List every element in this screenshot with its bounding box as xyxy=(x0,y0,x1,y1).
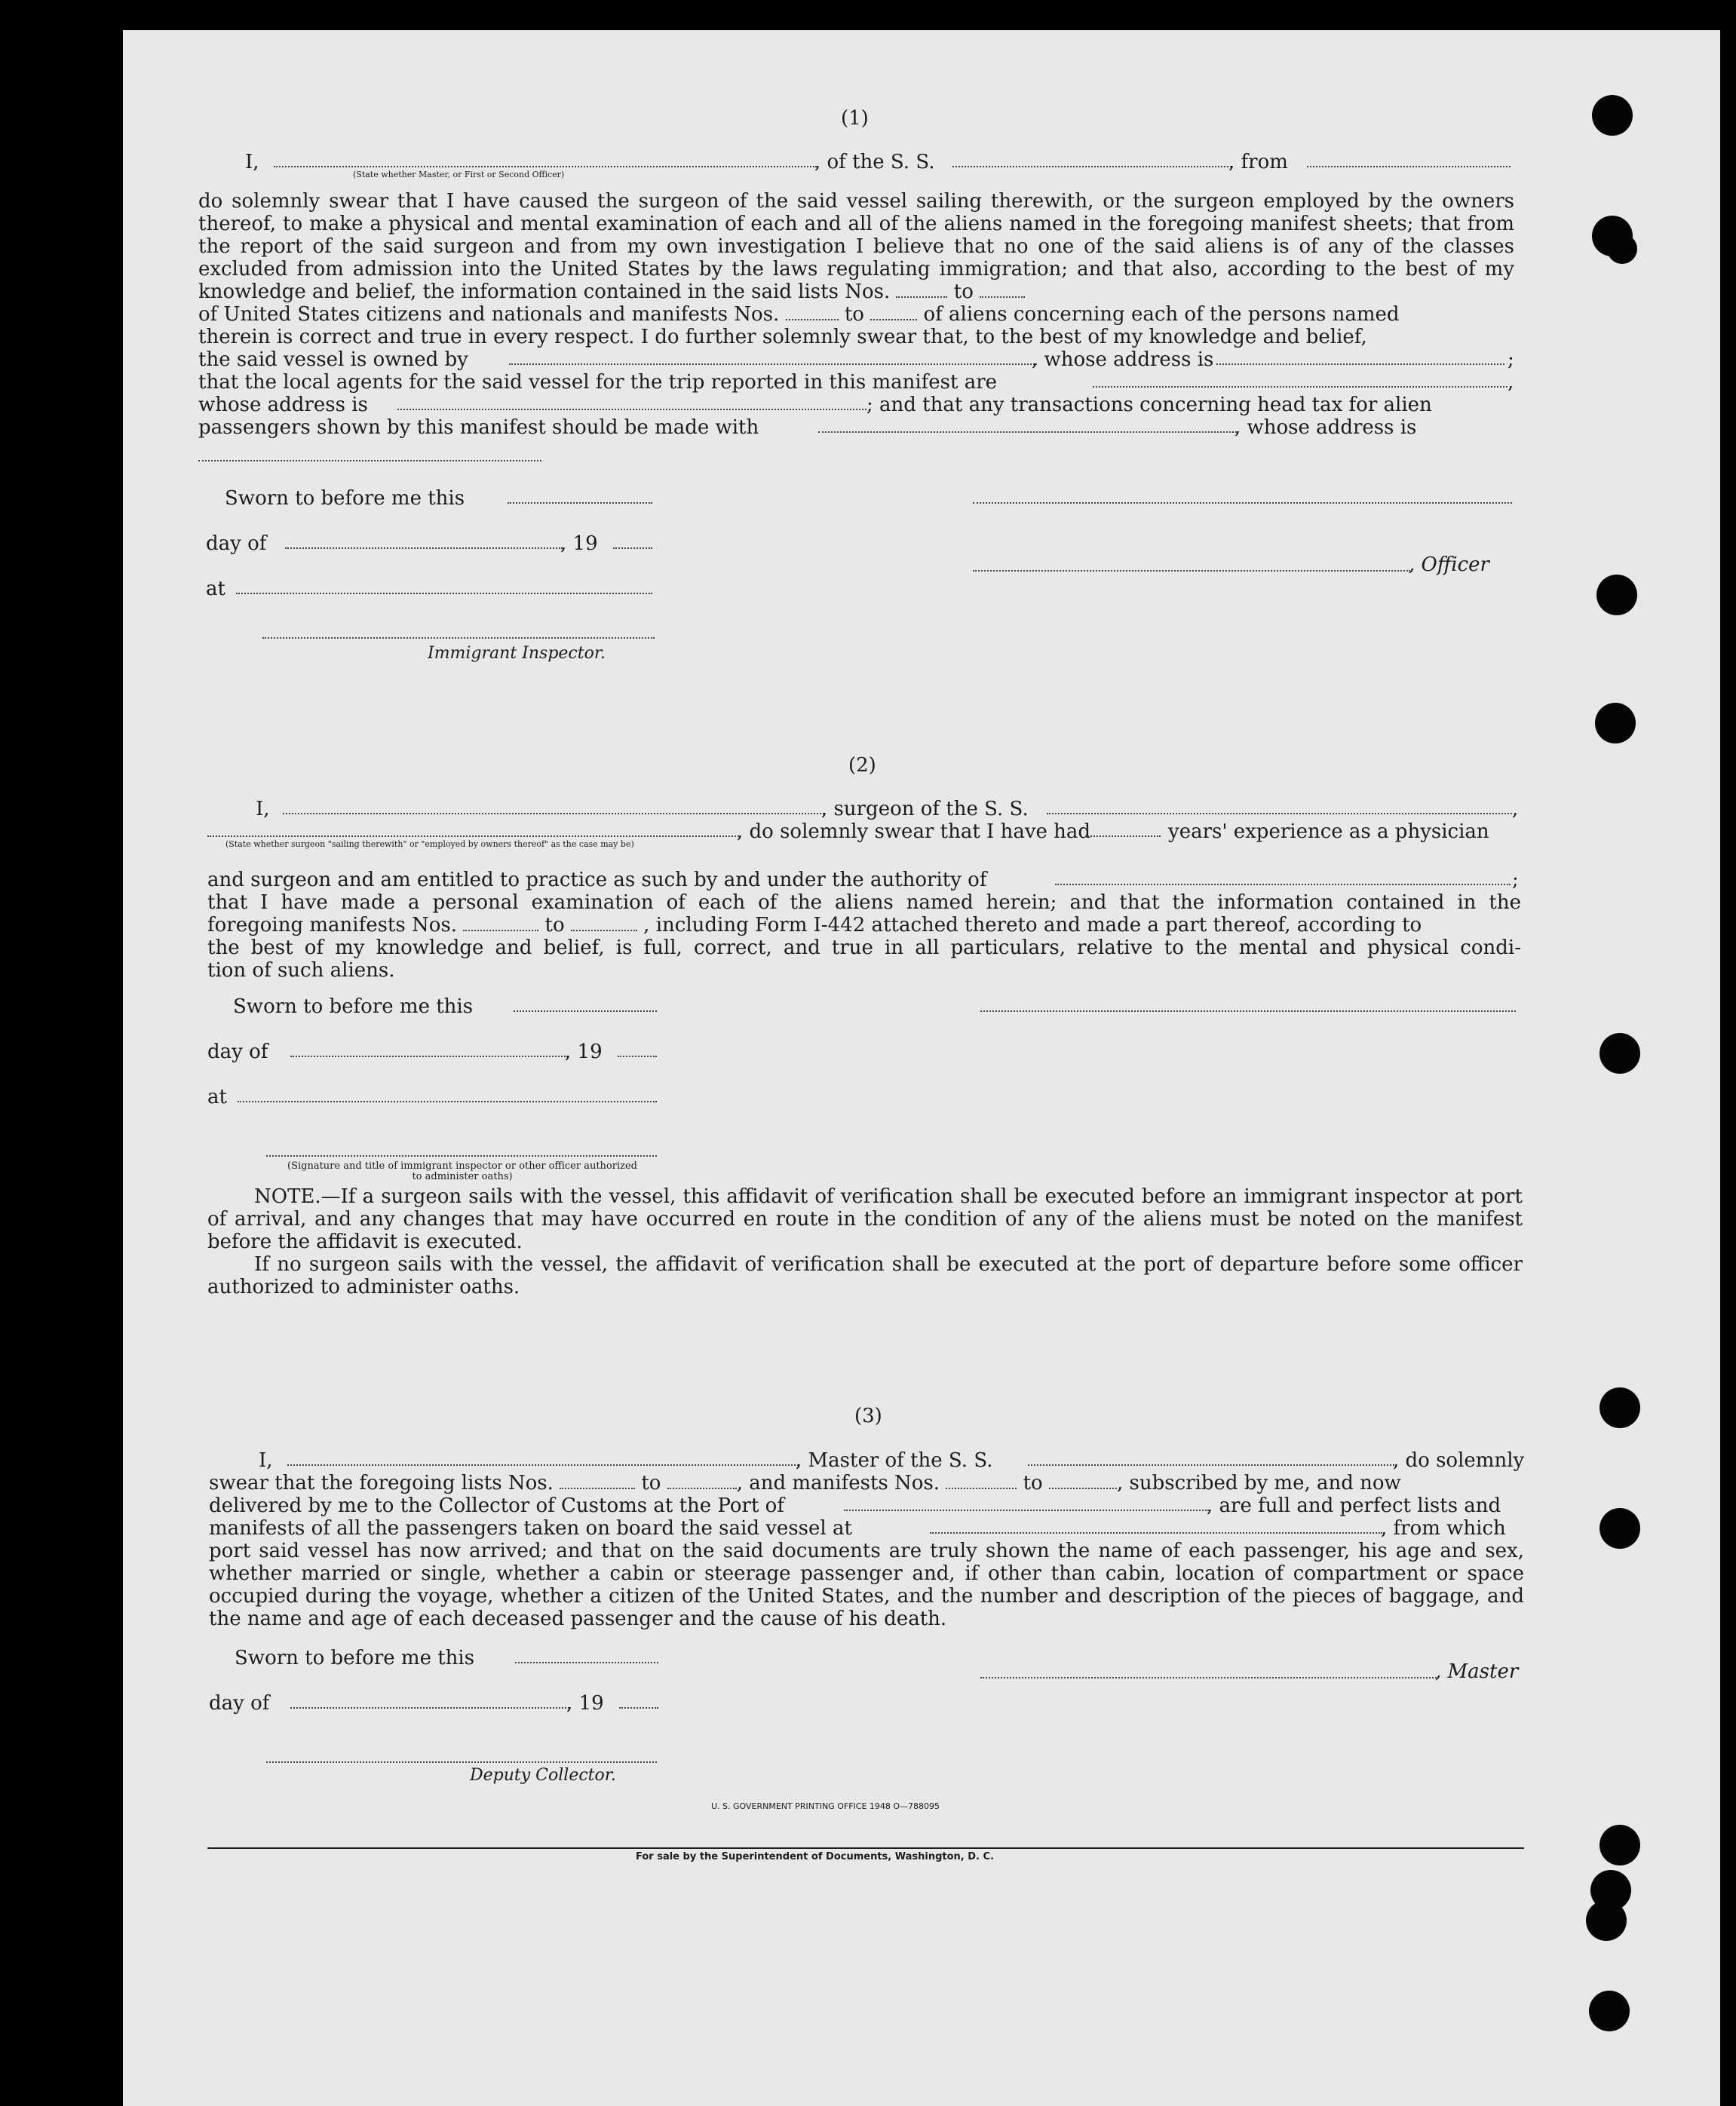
s1-agent-address-field[interactable] xyxy=(397,409,866,410)
s2-comma: , xyxy=(1512,798,1519,820)
s3-boarded-label: manifests of all the passengers taken on board the said vessel at xyxy=(209,1517,852,1540)
s1-year-field[interactable] xyxy=(613,547,652,549)
s2-authority-label: and surgeon and am entitled to practice as such by and under the authority of xyxy=(207,869,987,891)
s2-status-note: (State whether surgeon "sailing therewith" or "employed by owners thereof" as the case may be) xyxy=(225,839,634,849)
s1-officer-label: , Officer xyxy=(1409,553,1489,576)
s2-line-manifests xyxy=(207,914,1422,937)
s1-owner-address-label: , whose address is xyxy=(1032,348,1214,371)
s1-head-tax-text: ; and that any transactions concerning head tax for alien xyxy=(866,394,1432,416)
s1-line1-from: , from xyxy=(1228,151,1288,173)
s2-manifest-from-field[interactable] xyxy=(463,915,538,931)
s2-at-label: at xyxy=(207,1086,227,1108)
s3-master-label: , Master xyxy=(1435,1660,1519,1683)
s2-surgeon-of-label: , surgeon of the S. S. xyxy=(821,798,1029,820)
punch-hole xyxy=(1600,1033,1640,1074)
s3-master-of-label: , Master of the S. S. xyxy=(796,1449,993,1472)
s1-agent-address-label: whose address is xyxy=(198,394,368,416)
s1-inspector-label: Immigrant Inspector. xyxy=(428,644,606,663)
s2-years-label: years' experience as a physician xyxy=(1168,820,1489,843)
s2-authority-field[interactable] xyxy=(1055,884,1511,885)
s2-note-text: —If a surgeon sails with the vessel, this affidavit of verification shall be executed before an immigrant inspector at port of arrival, and any changes that may have occurred en route in the condition of any of the aliens must be noted on the manifest before the affidavit is executed. xyxy=(207,1185,1523,1253)
s2-day-field[interactable] xyxy=(290,1056,568,1057)
section-1-heading: (1) xyxy=(841,107,869,130)
s1-vessel-field[interactable] xyxy=(952,166,1231,167)
s3-port-field[interactable] xyxy=(844,1510,1209,1511)
s2-signature-note xyxy=(281,1161,643,1182)
s1-day-label: day of xyxy=(206,532,267,555)
punch-hole xyxy=(1607,234,1637,264)
s3-master-name-field[interactable] xyxy=(287,1464,799,1466)
s3-paragraph: port said vessel has now arrived; and that on the said documents are truly shown the name of each passenger, his age and sex, whether married or single, whether a cabin or steerage passenger and, if other than cabin, location of compartment or space occupied during the voyage, whether a citizen of the United States, and the number and description of the pieces of baggage, and the name and age of each deceased passenger and the cause of his death. xyxy=(209,1540,1524,1630)
s3-manifests-label: , and manifests Nos. xyxy=(736,1472,940,1494)
s2-surgeon-name-field[interactable] xyxy=(283,813,824,814)
s1-lists-to: to xyxy=(953,280,974,303)
s2-line1-i: I, xyxy=(256,798,270,820)
s3-day-field[interactable] xyxy=(290,1707,569,1709)
s2-sworn-label: Sworn to before me this xyxy=(233,995,474,1018)
s1-comma: , xyxy=(1507,371,1514,394)
s1-headtax-address-field[interactable] xyxy=(198,460,541,461)
s2-manifest-to: to xyxy=(544,914,565,937)
footer-rule xyxy=(207,1847,1524,1849)
s3-solemnly-label: , do solemnly xyxy=(1393,1449,1525,1472)
s1-line1-i: I, xyxy=(245,151,259,173)
s1-day-field[interactable] xyxy=(285,547,563,549)
s1-headtax-address-label: , whose address is xyxy=(1235,416,1417,439)
s1-inspector-signature-field[interactable] xyxy=(262,637,655,639)
s3-day-label: day of xyxy=(209,1692,270,1715)
punch-hole xyxy=(1596,575,1637,615)
punch-hole xyxy=(1600,1387,1640,1428)
s1-lists-from-field[interactable] xyxy=(896,281,947,298)
s3-lists-to-field[interactable] xyxy=(667,1473,737,1489)
s2-semicolon: ; xyxy=(1512,869,1519,891)
s2-signature-note-text: (Signature and title of immigrant inspector or other officer authorized to administer oaths) xyxy=(287,1160,637,1182)
s1-paragraph xyxy=(198,190,1514,303)
s3-vessel-field[interactable] xyxy=(1028,1464,1394,1466)
punch-hole xyxy=(1595,703,1636,743)
s1-officer-signature-field[interactable] xyxy=(973,570,1410,572)
s3-line1-i: I, xyxy=(259,1449,273,1472)
s3-sworn-field[interactable] xyxy=(515,1662,658,1663)
s1-officer-note: (State whether Master, or First or Second Officer) xyxy=(353,170,565,179)
s3-lists-from-field[interactable] xyxy=(560,1473,635,1489)
punch-hole xyxy=(1586,1900,1627,1941)
s3-port-label: delivered by me to the Collector of Customs at the Port of xyxy=(209,1494,784,1517)
s2-years-field[interactable] xyxy=(1085,835,1161,837)
s3-deputy-label: Deputy Collector. xyxy=(470,1766,616,1785)
s1-aliens-text: of aliens concerning each of the persons named xyxy=(923,303,1400,326)
s2-year-field[interactable] xyxy=(618,1056,657,1057)
s1-manifest-to-field[interactable] xyxy=(870,304,917,320)
s1-owner-field[interactable] xyxy=(509,363,1037,365)
s2-note-2-text: If no surgeon sails with the vessel, the affidavit of verification shall be executed at the port of departure before some officer authorized to administer oaths. xyxy=(207,1253,1523,1298)
sale-notice: For sale by the Superintendent of Documents, Washington, D. C. xyxy=(636,1851,995,1862)
s3-manifest-from-field[interactable] xyxy=(946,1473,1017,1489)
s2-note xyxy=(207,1185,1523,1253)
s3-deputy-signature-field[interactable] xyxy=(266,1761,657,1763)
s1-owned-label: the said vessel is owned by xyxy=(198,348,468,371)
form-page xyxy=(123,30,1720,2106)
s1-lists-to-field[interactable] xyxy=(980,281,1025,298)
s3-line-lists xyxy=(209,1472,1401,1494)
s1-officer-field[interactable] xyxy=(274,166,817,167)
s1-at-label: at xyxy=(206,578,225,600)
s2-at-field[interactable] xyxy=(238,1101,657,1102)
s3-manifest-to: to xyxy=(1023,1472,1043,1494)
s2-vessel-field[interactable] xyxy=(1047,813,1512,814)
punch-hole xyxy=(1589,1991,1630,2031)
s2-inspector-signature-field[interactable] xyxy=(266,1155,657,1157)
s2-manifest-to-field[interactable] xyxy=(571,915,637,931)
s1-agents-field[interactable] xyxy=(1093,386,1507,388)
s3-lists-to: to xyxy=(641,1472,661,1494)
s2-surgeon-status-field[interactable] xyxy=(207,835,739,837)
s2-note-2 xyxy=(207,1253,1523,1298)
s3-master-signature-field[interactable] xyxy=(980,1677,1437,1678)
s1-semicolon: ; xyxy=(1507,348,1514,371)
s1-manifest-to: to xyxy=(844,303,864,326)
punch-hole xyxy=(1600,1508,1640,1549)
s2-sworn-field[interactable] xyxy=(514,1010,657,1012)
section-3-heading: (3) xyxy=(854,1405,882,1427)
s2-line-aliens: tion of such aliens. xyxy=(207,959,395,982)
s1-line-citizens xyxy=(198,303,1400,326)
s1-headtax-agent-field[interactable] xyxy=(818,431,1237,433)
s1-paragraph-text: do solemnly swear that I have caused the surgeon of the said vessel sailing therewith, or the surgeon employed by the owners thereof, to make a physical and mental examination of each and all of the aliens named in the foregoing manifest sheets; that from the report of the said surgeon and from my own investigation I believe that no one of the said aliens is of any of the classes excluded from admission into the United States by the laws regulating immigration; and that also, according to the best of my knowledge and belief, the information contained in the said lists Nos. xyxy=(198,190,1514,303)
s3-sworn-label: Sworn to before me this xyxy=(235,1647,475,1669)
s1-at-field[interactable] xyxy=(236,593,652,594)
s3-year-label: , 19 xyxy=(566,1692,604,1715)
s2-line-examination: that I have made a personal examination of each of the aliens named herein; and that the information contained in the xyxy=(207,891,1521,914)
s3-boarded-at-field[interactable] xyxy=(930,1532,1382,1534)
s1-line1-ss: , of the S. S. xyxy=(814,151,935,173)
s1-passengers-label: passengers shown by this manifest should be made with xyxy=(198,416,759,439)
punch-hole xyxy=(1600,1825,1640,1865)
s3-manifest-to-field[interactable] xyxy=(1049,1473,1117,1489)
s3-from-which-label: , from which xyxy=(1381,1517,1506,1540)
s2-swear-label: , do solemnly swear that I have had xyxy=(737,820,1091,843)
s3-subscribed-label: , subscribed by me, and now xyxy=(1116,1472,1401,1494)
punch-hole xyxy=(1592,95,1633,136)
s1-sworn-label: Sworn to before me this xyxy=(225,487,465,510)
s1-from-field[interactable] xyxy=(1307,166,1511,167)
s1-year-label: , 19 xyxy=(560,532,598,555)
s2-form-text: , including Form I-442 attached thereto and made a part thereof, according to xyxy=(643,914,1422,937)
s2-note-label: NOTE. xyxy=(254,1185,321,1208)
s3-lists-label: swear that the foregoing lists Nos. xyxy=(209,1472,554,1494)
s1-owner-address-field[interactable] xyxy=(1216,363,1504,365)
section-2-heading: (2) xyxy=(848,754,876,777)
s1-sworn-field[interactable] xyxy=(508,502,652,504)
s1-manifest-from-field[interactable] xyxy=(786,304,839,320)
s3-perfect-label: , are full and perfect lists and xyxy=(1207,1494,1501,1517)
s1-line-therein: therein is correct and true in every respect. I do further solemnly swear that, to the best of my knowledge and belief, xyxy=(198,326,1367,348)
s1-citizens-text: of United States citizens and nationals and manifests Nos. xyxy=(198,303,780,326)
s1-signature-field[interactable] xyxy=(973,502,1512,504)
s1-agents-label: that the local agents for the said vessel for the trip reported in this manifest are xyxy=(198,371,998,394)
s3-year-field[interactable] xyxy=(619,1707,658,1709)
s2-line-knowledge: the best of my knowledge and belief, is full, correct, and true in all particulars, relative to the mental and physical condi- xyxy=(207,937,1521,959)
gpo-imprint: U. S. GOVERNMENT PRINTING OFFICE 1948 O—788095 xyxy=(711,1801,940,1811)
s2-manifests-label: foregoing manifests Nos. xyxy=(207,914,457,937)
s2-day-label: day of xyxy=(207,1041,268,1063)
s2-signature-field[interactable] xyxy=(980,1010,1516,1012)
s2-year-label: , 19 xyxy=(565,1041,603,1063)
